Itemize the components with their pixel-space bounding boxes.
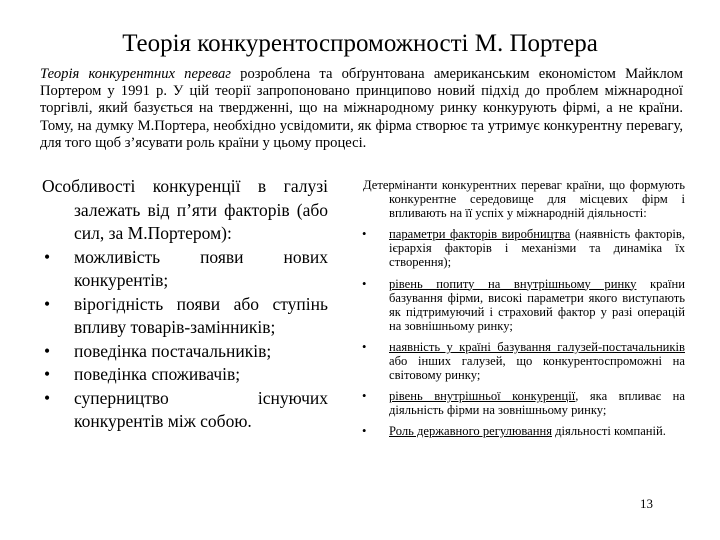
intro-paragraph xyxy=(40,66,683,152)
determinant-text: , яка впливає на діяльність фірми на зовнішньому ринку; xyxy=(389,389,685,418)
list-item xyxy=(358,340,685,382)
determinant-text: діяльності компаній. xyxy=(552,424,666,439)
list-item xyxy=(358,227,685,269)
determinants-heading: Детермінанти конкурентних переваг країни, що формують конкурентне середовище для місцевих фірм і впливають на її успіх у міжнародній діяльності: xyxy=(363,178,685,221)
bullet-icon: • xyxy=(44,387,51,408)
bullet-icon: • xyxy=(362,339,367,354)
bullet-icon: • xyxy=(362,276,367,291)
determinant-emphasis: наявність у країні базування галузей-постачальників xyxy=(389,339,685,354)
page-number: 13 xyxy=(640,496,653,511)
five-forces-heading: Особливості конкуренції в галузі залежать від п’яти факторів (або сил, за М.Портером): xyxy=(42,176,328,243)
bullet-icon: • xyxy=(44,364,51,384)
intro-italic-lead: Теорія конкурентних переваг xyxy=(40,66,231,82)
list-item xyxy=(42,387,328,434)
list-item xyxy=(42,246,328,293)
list-item xyxy=(42,363,328,387)
list-item xyxy=(358,277,685,333)
determinant-text: країни базування фірми, високі параметри якого виступають як підтримуючий і страховий фактор у разі операцій на зовнішньому ринку; xyxy=(389,276,685,333)
determinant-emphasis: рівень попиту на внутрішньому ринку xyxy=(389,276,637,291)
determinants-items xyxy=(358,227,685,438)
bullet-icon: • xyxy=(362,227,367,242)
intro-text: розроблена та обґрунтована американським економістом Майклом Портером у 1991 р. У цій теорії запропоновано принципово новий підхід до проблем міжнародної торгівлі, який базується на твердженні, що на міжнародному ринку конкурують фірмі, а не країни. Тому, на думку М.Портера, необхідно усвідомити, як фірма створює та утримує конкурентну перевагу, для того щоб з’ясувати роль країни у цьому процесі. xyxy=(40,66,683,151)
list-item-text: вірогідність появи або ступінь впливу товарів-замінників; xyxy=(74,293,328,337)
list-item-text: поведінка споживачів; xyxy=(74,364,241,384)
bullet-icon: • xyxy=(362,389,367,404)
determinants-list xyxy=(358,178,685,439)
bullet-icon: • xyxy=(44,340,51,361)
bullet-icon: • xyxy=(362,424,367,439)
five-forces-items xyxy=(42,246,328,434)
determinant-text: або інших галузей, що конкурентоспроможні на світовому ринку; xyxy=(389,354,685,383)
list-item-text: можливість появи нових конкурентів; xyxy=(74,246,328,290)
five-forces-list xyxy=(42,175,328,434)
list-item xyxy=(358,389,685,417)
determinant-text: (наявність факторів, ієрархія факторів і механізми та динаміка їх створення); xyxy=(389,227,685,270)
bullet-icon: • xyxy=(44,293,51,314)
determinant-emphasis: Роль державного регулювання xyxy=(389,424,552,439)
page-title: Теорія конкурентоспроможності М. Портера xyxy=(122,30,598,57)
list-item xyxy=(358,424,685,438)
list-item-text: суперництво існуючих конкурентів між собою. xyxy=(74,387,328,431)
determinant-emphasis: рівень внутрішньої конкуренції xyxy=(389,389,576,404)
list-item xyxy=(42,293,328,340)
list-item-text: поведінка постачальників; xyxy=(74,340,272,361)
bullet-icon: • xyxy=(44,246,51,267)
determinant-emphasis: параметри факторів виробництва xyxy=(389,227,571,242)
list-item xyxy=(42,340,328,364)
